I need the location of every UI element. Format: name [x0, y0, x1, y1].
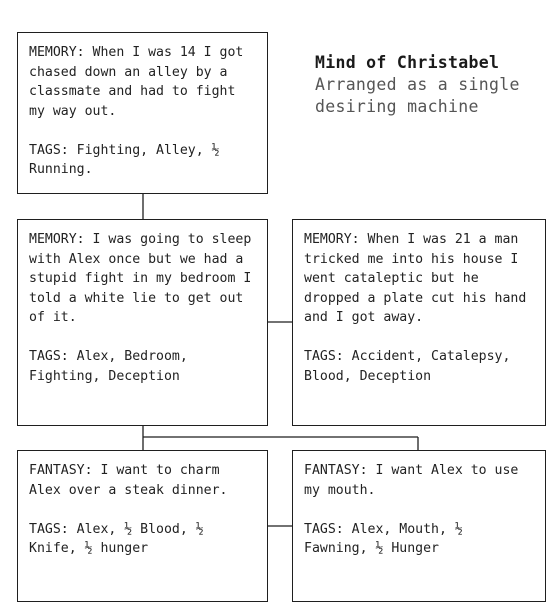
fantasy-card-steak: [17, 450, 268, 602]
diagram-title: [315, 52, 545, 118]
card-text: MEMORY: When I was 21 a man tricked me into his house I went cataleptic but he dropped a plate cut his hand and I got away.: [304, 232, 527, 325]
card-text: FANTASY: I want to charm Alex over a steak dinner.: [29, 463, 228, 498]
card-text: MEMORY: I was going to sleep with Alex once but we had a stupid fight in my bedroom I told a white lie to get out of it.: [29, 232, 252, 325]
fantasy-card-mouth: [292, 450, 546, 602]
memory-card-alex: [17, 219, 268, 426]
card-text: MEMORY: When I was 14 I got chased down an alley by a classmate and had to fight my way out.: [29, 45, 244, 119]
card-text: FANTASY: I want Alex to use my mouth.: [304, 463, 519, 498]
card-tags: TAGS: Alex, Bedroom, Fighting, Deception: [29, 349, 188, 384]
card-tags: TAGS: Fighting, Alley, ½ Running.: [29, 142, 220, 177]
memory-card-alley: [17, 32, 268, 194]
title-subtitle: Arranged as a single desiring machine: [315, 75, 520, 116]
card-tags: TAGS: Alex, Mouth, ½ Fawning, ½ Hunger: [304, 521, 463, 556]
memory-card-catalepsy: [292, 219, 546, 426]
card-tags: TAGS: Accident, Catalepsy, Blood, Deception: [304, 349, 511, 384]
title-name: Mind of Christabel: [315, 53, 500, 72]
card-tags: TAGS: Alex, ½ Blood, ½ Knife, ½ hunger: [29, 521, 204, 556]
